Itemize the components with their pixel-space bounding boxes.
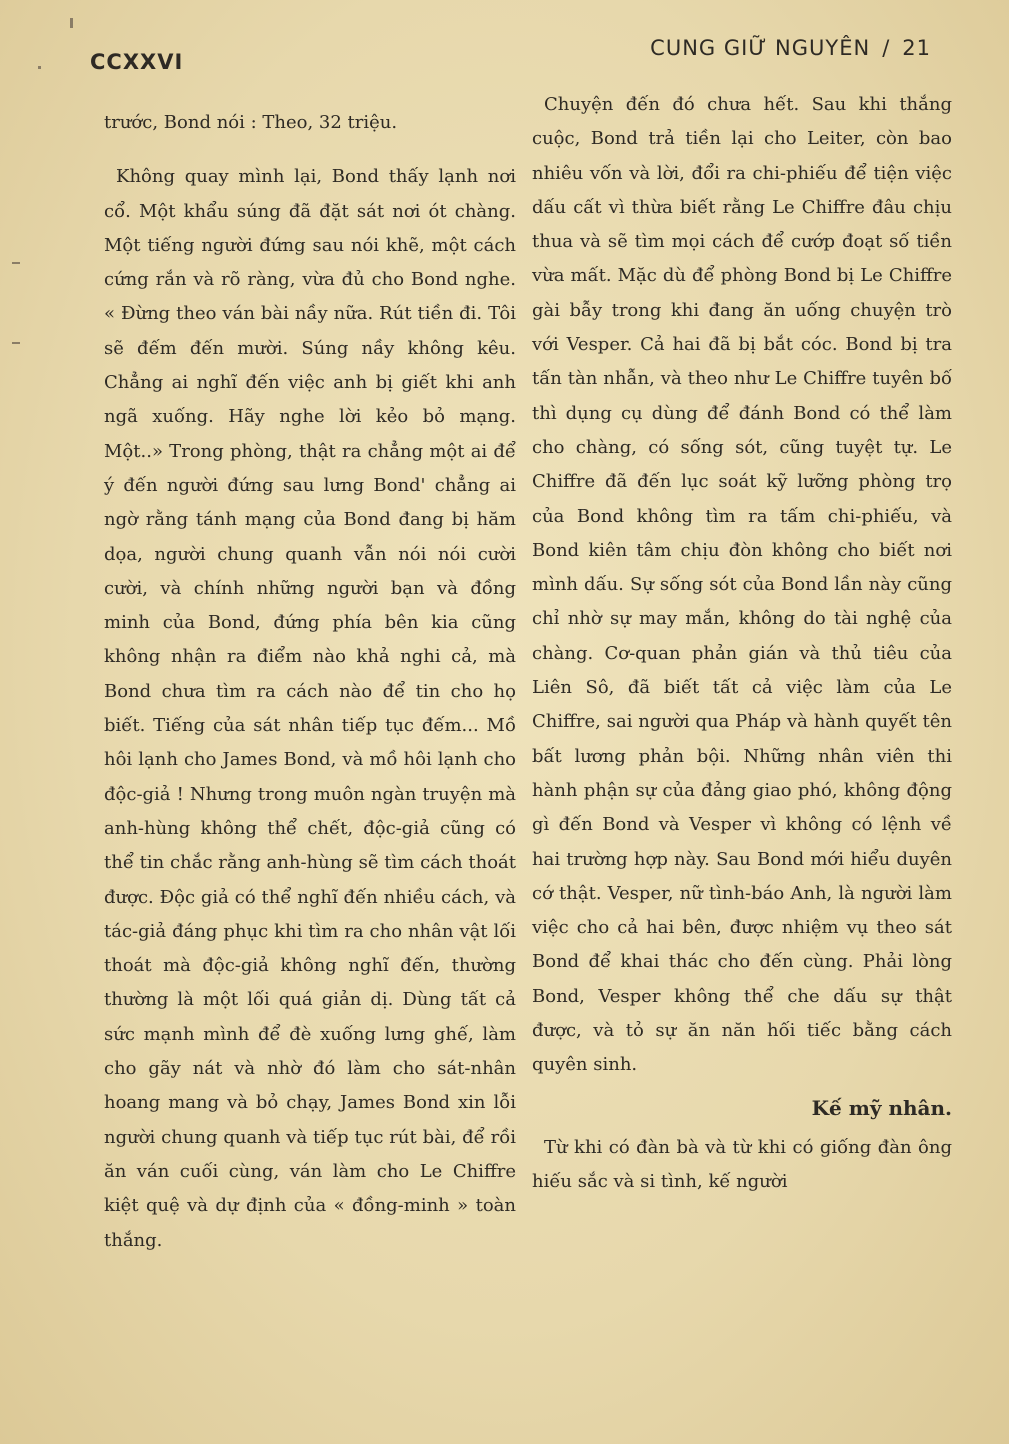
paragraph: Từ khi có đàn bà và từ khi có giống đàn ông hiếu sắc và si tình, kế người xyxy=(532,1136,952,1193)
paragraph: Chuyện đến đó chưa hết. Sau khi thắng cuộc, Bond trả tiền lại cho Leiter, còn bao nhiêu vốn và lời, đổi ra chi-phiếu để tiện việc dấu cất vì thừa biết rằng Le Chiffre đâu chịu thua và sẽ tìm mọi cách để cướp đoạt số tiền vừa mất. Mặc dù để phòng Bond bị Le Chiffre gài bẫy trong khi đang ăn uống chuyện trò với Vesper. Cả hai đã bị bắt cóc. Bond bị tra tấn tàn nhẫn, và theo như Le Chiffre tuyên bố thì dụng cụ dùng để đánh Bond có thể làm cho chàng, có sống sót, cũng tuyệt tự. Le Chiffre đã đến lục soát kỹ lưỡng phòng trọ của Bond không tìm ra tấm chi-phiếu, và Bond kiên tâm chịu đòn không cho biết nơi mình dấu. Sự sống sót của Bond lần này cũng chỉ nhờ sự may mắn, không do tài nghệ của chàng. Cơ-quan phản gián và thủ tiêu của Liên Sô, đã biết tất cả việc làm của Le Chiffre, sai người qua Pháp và hành quyết tên bất lương phản bội. Những nhân viên thi hành phận sự của đảng giao phó, không động gì đến Bond và Vesper vì không có lệnh về hai trường hợp này. Sau Bond mới hiểu duyên cớ thật. Vesper, nữ tình-báo Anh, là người làm việc cho cả hai bên, được nhiệm vụ theo sát Bond để khai thác cho đến cùng. Phải lòng Bond, Vesper không thể che dấu sự thật được, và tỏ sự ăn năn hối tiếc bằng cách quyên sinh. xyxy=(532,94,952,1076)
running-header xyxy=(650,36,931,60)
scan-speck xyxy=(12,262,20,264)
left-text-column xyxy=(104,106,516,1258)
scan-speck xyxy=(38,66,41,69)
header-title: CUNG GIỮ NGUYÊN xyxy=(650,36,871,60)
scan-speck xyxy=(70,18,73,28)
page-number: 21 xyxy=(902,36,931,60)
scan-speck xyxy=(12,342,20,344)
section-heading: Kế mỹ nhân. xyxy=(811,1095,952,1120)
right-text-column xyxy=(532,88,952,1200)
header-separator: / xyxy=(882,36,891,60)
paragraph: Không quay mình lại, Bond thấy lạnh nơi cổ. Một khẩu súng đã đặt sát nơi ót chàng. Một tiếng người đứng sau nói khẽ, một cách cứng rắn và rõ ràng, vừa đủ cho Bond nghe. « Đừng theo ván bài nầy nữa. Rút tiền đi. Tôi sẽ đếm đến mười. Súng nầy không kêu. Chẳng ai nghĩ đến việc anh bị giết khi anh ngã xuống. Hãy nghe lời kẻo bỏ mạng. Một..» Trong phòng, thật ra chẳng một ai để ý đến người đứng sau lưng Bond' chẳng ai ngờ rằng tánh mạng của Bond đang bị hăm dọa, người chung quanh vẫn nói nói cười cười, và chính những người bạn và đồng minh của Bond, đứng phía bên kia cũng không nhận ra điểm nào khả nghi cả, mà Bond chưa tìm ra cách nào để tin cho họ biết. Tiếng của sát nhân tiếp tục đếm... Mồ hôi lạnh cho James Bond, và mồ hôi lạnh cho độc-giả ! Nhưng trong muôn ngàn truyện mà anh-hùng không thể chết, độc-giả cũng có thể tin chắc rằng anh-hùng sẽ tìm cách thoát được. Độc giả có thể nghĩ đến nhiều cách, và tác-giả đáng phục khi tìm ra cho nhân vật lối thoát mà độc-giả không nghĩ đến, thường thường là một lối quá giản dị. Dùng tất cả sức mạnh mình để đè xuống lưng ghế, làm cho gãy nát và nhờ đó làm cho sát-nhân hoang mang và bỏ chạy, James Bond xin lỗi người chung quanh và tiếp tục rút bài, để rồi ăn ván cuối cùng, ván làm cho Le Chiffre kiệt quệ và dự định của « đồng-minh » toàn thắng. xyxy=(104,166,516,1251)
paragraph-continuation: trước, Bond nói : Theo, 32 triệu. xyxy=(104,112,398,133)
header-roman-numeral: CCXXVI xyxy=(90,50,184,74)
